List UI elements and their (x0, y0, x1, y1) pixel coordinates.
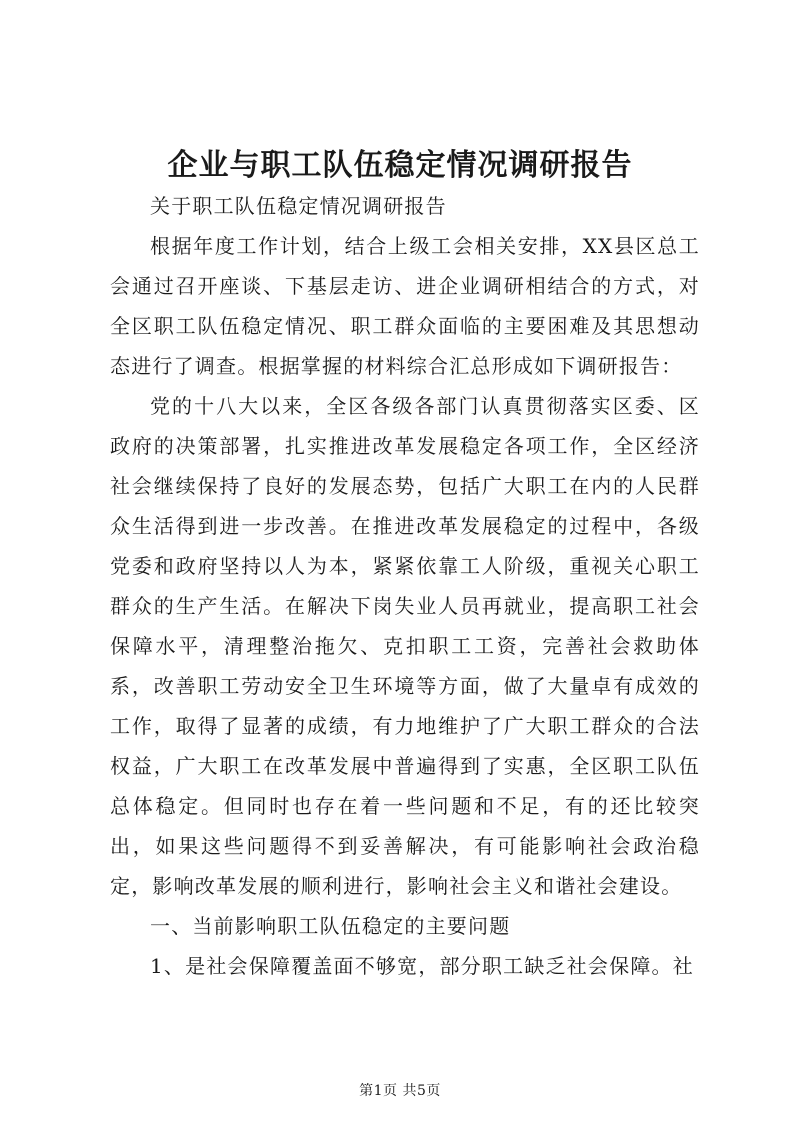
intro-paragraph: 根据年度工作计划，结合上级工会相关安排，XX县区总工会通过召开座谈、下基层走访、进企业调研相结合的方式，对全区职工队伍稳定情况、职工群众面临的主要困难及其思想动态进行了调查。根据掌握的材料综合汇总形成如下调研报告： (110, 234, 700, 378)
document-title: 企业与职工队伍稳定情况调研报告 (167, 148, 633, 183)
section-heading: 一、当前影响职工队伍稳定的主要问题 (150, 914, 511, 938)
background-paragraph: 党的十八大以来，全区各级各部门认真贯彻落实区委、区政府的决策部署，扎实推进改革发展稳定各项工作，全区经济社会继续保持了良好的发展态势，包括广大职工在内的人民群众生活得到进一步改善。在推进改革发展稳定的过程中，各级党委和政府坚持以人为本，紧紧依靠工人阶级，重视关心职工群众的生产生活。在解决下岗失业人员再就业，提高职工社会保障水平，清理整治拖欠、克扣职工工资，完善社会救助体系，改善职工劳动安全卫生环境等方面，做了大量卓有成效的工作，取得了显著的成绩，有力地维护了广大职工群众的合法权益，广大职工在改革发展中普遍得到了实惠，全区职工队伍总体稳定。但同时也存在着一些问题和不足，有的还比较突出，如果这些问题得不到妥善解决，有可能影响社会政治稳定，影响改革发展的顺利进行，影响社会主义和谐社会建设。 (110, 394, 700, 898)
document-body (110, 186, 700, 986)
section-item-paragraph: 1、是社会保障覆盖面不够宽，部分职工缺乏社会保障。社 (150, 954, 694, 978)
subtitle-paragraph: 关于职工队伍稳定情况调研报告 (150, 194, 447, 218)
page-footer: 第1页 共5页 (359, 1083, 441, 1099)
